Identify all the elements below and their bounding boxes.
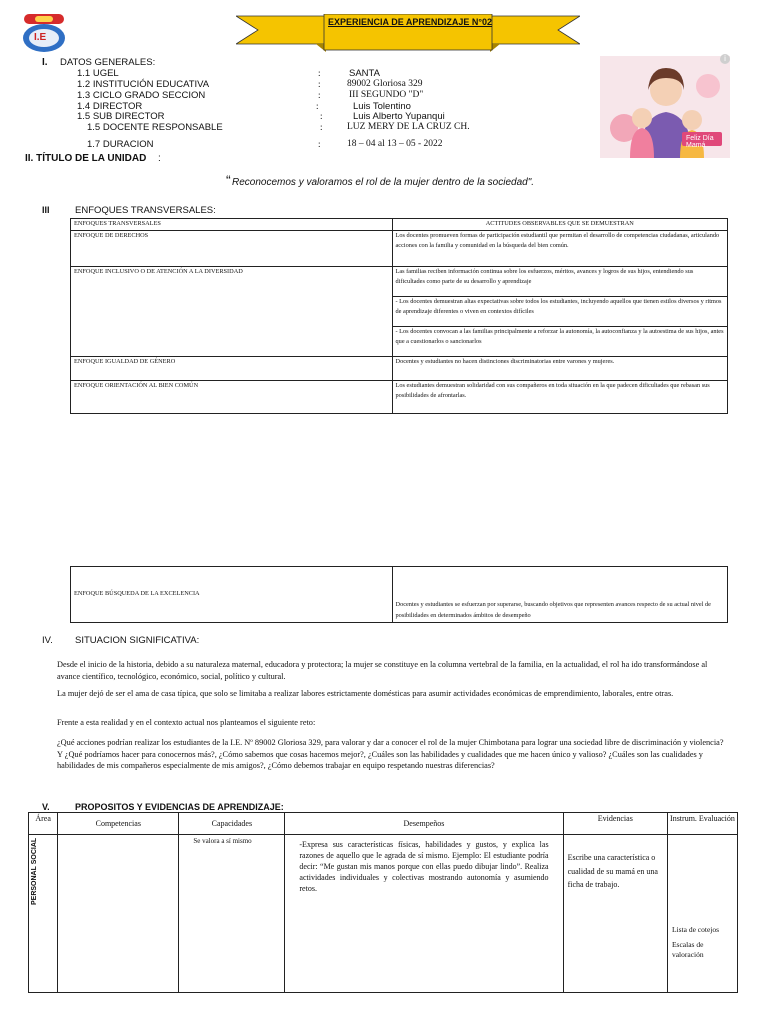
section-3-heading: ENFOQUES TRANSVERSALES: [75,205,216,216]
section-4-number: IV. [42,635,53,646]
enfoque-attitude: Las familias reciben información continua sobre los esfuerzos, méritos, avances y logros de sus hijos, entendiendo sus dificultades como parte de su desarrollo y aprendizaje [392,266,727,296]
table-header: ENFOQUES TRANSVERSALES [71,219,393,231]
area-cell [29,835,58,993]
competencia-cell [58,835,179,993]
general-value-5: Luis Alberto Yupanqui [353,111,445,122]
section-3-number: III [42,205,50,215]
enfoque-attitude: Docentes y estudiantes se esfuerzan por superarse, buscando objetivos que representen avances respecto de su actual nivel de posibilidades en determinados ámbitos de desempeño [392,567,727,623]
general-value-7: 18 – 04 al 13 – 05 - 2022 [347,139,443,149]
enfoque-attitude: - Los docentes demuestran altas expectativas sobre todos los estudiantes, incluyendo aquellos que tienen estilos diversos y ritmos de aprendizaje diferentes o viven en contextos difíciles [392,296,727,326]
section-4-heading: SITUACION SIGNIFICATIVA: [75,635,200,646]
unit-title: Reconocemos y valoramos el rol de la mujer dentro de la sociedad". [232,177,535,188]
quote-mark: “ [226,172,231,188]
mothers-day-illustration [600,56,730,158]
general-value-4: Luis Tolentino [353,101,411,112]
general-label-4: 1.4 DIRECTOR [77,101,143,112]
enfoque-name: ENFOQUE BÚSQUEDA DE LA EXCELENCIA [71,567,393,623]
table-row [71,230,728,266]
section-1-heading: DATOS GENERALES: [60,57,156,68]
enfoque-attitude: - Los docentes convocan a las familias principalmente a reforzar la autonomía, la autoconfianza y la autoestima de sus hijos, antes que a cuestionarlos o sancionarlos [392,326,727,356]
enfoque-name: ENFOQUE INCLUSIVO O DE ATENCIÓN A LA DIVERSIDAD [71,266,393,356]
table-row [71,356,728,380]
desempeno-cell: -Expresa sus características físicas, habilidades y gustos, y explica las razones de aquello que le agrada de sí mismo. Ejemplo: El estudiante podría decir: “Me gustan mis manos porque con ellas puedo dibujar lindo”. Realiza actividades individuales y colectivas mostrando autonomía y asumiendo retos. [285,835,563,993]
evidencia-cell: Escribe una característica o cualidad de su mamá en una ficha de trabajo. [563,835,667,993]
logo-text: I.E [34,32,47,43]
general-colon: : [318,68,321,78]
table-header: Evidencias [563,813,667,835]
table-row [29,835,738,993]
enfoque-name: ENFOQUE ORIENTACIÓN AL BIEN COMÚN [71,380,393,413]
instrument-item: Lista de cotejos [671,925,720,934]
table-header: Capacidades [179,813,285,835]
table-header: ACTITUDES OBSERVABLES QUE SE DEMUESTRAN [392,219,727,231]
general-colon: : [318,139,321,149]
table-header-row [71,219,728,231]
enfoque-name: ENFOQUE IGUALDAD DE GÉNERO [71,356,393,380]
table-header: Área [29,813,58,835]
enfoque-name: ENFOQUE DE DERECHOS [71,230,393,266]
table-header: Competencias [58,813,179,835]
general-label-6: 1.5 DOCENTE RESPONSABLE [87,122,223,133]
general-colon: : [320,122,323,132]
general-colon: : [318,90,321,100]
general-label-7: 1.7 DURACION [87,139,154,150]
general-label-1: 1.1 UGEL [77,68,119,79]
table-header: Instrum. Evaluación [667,813,737,835]
section-1-number: I. [42,57,48,68]
general-value-2: 89002 Gloriosa 329 [347,79,423,89]
enfoque-attitude: Los estudiantes demuestran solidaridad con sus compañeros en toda situación en la que padecen dificultades que rebasan sus posibilidades de afrontarlas. [392,380,727,413]
enfoque-attitude: Los docentes promueven formas de participación estudiantil que permitan el desarrollo de competencias ciudadanas, articulando acciones con la familia y comunidad en la búsqueda del bien común. [392,230,727,266]
table-row [71,380,728,413]
purposes-table [28,812,738,993]
general-value-6: LUZ MERY DE LA CRUZ CH. [347,122,470,132]
table-header: Desempeños [285,813,563,835]
situation-paragraph-2: La mujer dejó de ser el ama de casa típica, que solo se limitaba a realizar labores estrictamente domésticas para asumir actividades económicas de emprendimiento, laborales, entre otras. [57,689,674,698]
situation-paragraph-1: Desde el inicio de la historia, debido a su naturaleza maternal, educadora y protectora; la mujer se constituye en la columna vertebral de la familia, en la actualidad, el rol ha ido transformándose al avance científico, tecnológico, económico, social, político y cultural. [57,660,708,681]
enfoques-table [70,218,728,414]
table-row [71,567,728,623]
photo-caption: Feliz Día Mamá [686,135,714,149]
general-label-3: 1.3 CICLO GRADO SECCION [77,90,206,101]
general-value-3: III SEGUNDO "D" [349,90,424,100]
general-label-5: 1.5 SUB DIRECTOR [77,111,165,122]
capacidad-cell: Se valora a sí mismo [179,835,285,993]
banner-title: EXPERIENCIA DE APRENDIZAJE N°02 [328,17,492,27]
section-2-heading: II. TÍTULO DE LA UNIDAD [25,153,147,164]
general-value-1: SANTA [349,68,380,79]
school-logo [20,12,68,54]
excellence-table [70,566,728,623]
table-header-row [29,813,738,835]
instrument-item: Escalas de valoración [671,940,704,959]
general-colon: : [318,79,321,89]
general-label-2: 1.2 INSTITUCIÓN EDUCATIVA [77,79,210,90]
table-row [71,266,728,296]
section-5-number: V. [42,802,50,812]
general-colon: : [320,111,323,121]
instrumentos-cell [667,835,737,993]
general-colon: : [316,101,319,111]
situation-paragraph-4: ¿Qué acciones podrían realizar los estudiantes de la I.E. Nº 89002 Gloriosa 329, para valorar y dar a conocer el rol de la mujer Chimbotana para lograr una sociedad libre de discriminación y violencia? Y ¿Qué podríamos hacer para conocernos más?, ¿Cómo sabemos que cosas hacemos mejor?, ¿Cuáles son las habilidades y cualidades que me hacen único y valioso? ¿Cuáles son las cualidades y habilidades de mis compañeros especialmente de mis amigos?, ¿Cómo debemos trabajar en equipo respetando nuestras diferencias? [57,738,724,770]
info-dot-icon: i [720,54,730,64]
section-5-heading: PROPOSITOS Y EVIDENCIAS DE APRENDIZAJE: [75,802,284,812]
situation-paragraph-3: Frente a esta realidad y en el contexto actual nos planteamos el siguiente reto: [57,718,316,727]
section-2-colon: : [158,153,161,164]
area-label: PERSONAL SOCIAL [31,837,38,905]
enfoque-attitude: Docentes y estudiantes no hacen distinciones discriminatorias entre varones y mujeres. [392,356,727,380]
